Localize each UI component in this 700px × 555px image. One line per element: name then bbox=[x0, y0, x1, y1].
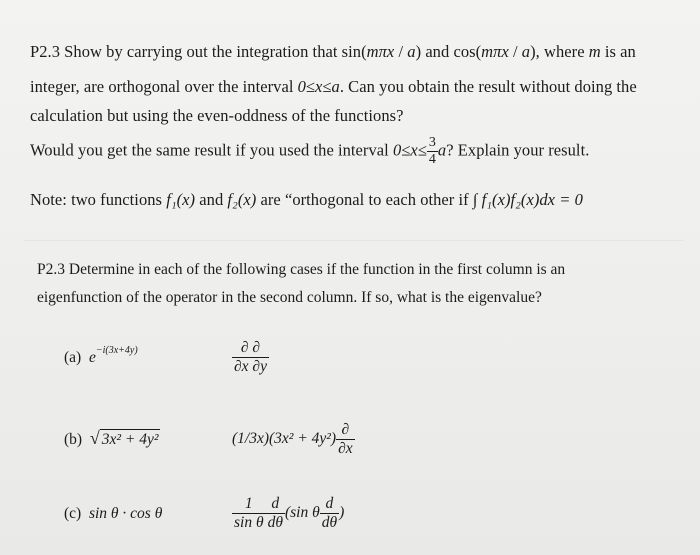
denominator: dθ bbox=[267, 513, 283, 531]
problem1-line3 bbox=[30, 106, 404, 126]
function-base: e bbox=[88, 349, 96, 367]
numerator: d bbox=[266, 496, 285, 514]
function-exponent: −i(3x+4y) bbox=[95, 345, 138, 356]
operator-fraction-3 bbox=[320, 496, 339, 530]
item-label: (c) bbox=[64, 505, 82, 522]
radicand: 3x² + 4y² bbox=[101, 431, 159, 448]
math: mπx bbox=[366, 42, 395, 61]
interval-left: 0≤x≤ bbox=[392, 140, 427, 160]
math: a bbox=[407, 42, 416, 61]
operator-end: ) bbox=[339, 504, 345, 521]
text: / bbox=[508, 42, 522, 61]
item-b-operator bbox=[232, 422, 355, 456]
fraction bbox=[427, 136, 438, 167]
function: sin θ · cos θ bbox=[88, 505, 163, 522]
denominator: sin θ bbox=[234, 513, 264, 531]
numerator: 1 bbox=[232, 496, 266, 514]
operator-fraction bbox=[336, 422, 355, 456]
text: integer, are orthogonal over the interval bbox=[30, 77, 298, 96]
item-c-function bbox=[64, 505, 162, 523]
operator-fraction-1 bbox=[232, 496, 266, 530]
item-label: (a) bbox=[64, 349, 82, 367]
operator-numerator: ∂ bbox=[336, 422, 355, 440]
denominator: dθ bbox=[321, 513, 338, 531]
text: eigenfunction of the operator in the second column. If so, what is the eigenvalue? bbox=[37, 289, 542, 306]
section-divider bbox=[24, 240, 684, 241]
operator-denominator: ∂x ∂y bbox=[234, 357, 267, 375]
problem1-line4 bbox=[30, 136, 589, 167]
problem2-line1 bbox=[37, 261, 565, 279]
text: P2.3 Show by carrying out the integration that sin( bbox=[30, 42, 367, 61]
operator-fraction-2 bbox=[266, 496, 285, 530]
operator-middle: (sin θ bbox=[284, 504, 320, 521]
text: Would you get the same result if you used the interval bbox=[30, 140, 393, 160]
square-root bbox=[90, 428, 161, 449]
operator-prefix: (1/3x)(3x² + 4y²) bbox=[232, 430, 337, 447]
text: P2.3 Determine in each of the following cases if the function in the first column is an bbox=[37, 261, 566, 278]
numerator: d bbox=[320, 496, 339, 514]
text: / bbox=[394, 42, 408, 61]
text: calculation but using the even-oddness of the functions? bbox=[30, 106, 404, 125]
fraction-numerator: 3 bbox=[428, 135, 436, 150]
text: ), where bbox=[530, 42, 589, 61]
problem1-note bbox=[30, 190, 583, 210]
item-a-operator bbox=[232, 340, 269, 374]
problem1-line2 bbox=[30, 77, 637, 97]
text: Note: two functions bbox=[30, 190, 167, 209]
operator-fraction bbox=[232, 340, 269, 374]
problem1-line1 bbox=[30, 42, 636, 62]
integral-expression: ∫ f₁(x)f₂(x)dx = 0 bbox=[472, 190, 583, 209]
operator-denominator: ∂x bbox=[338, 439, 353, 457]
item-a-function bbox=[64, 345, 138, 367]
text: is an bbox=[600, 42, 636, 61]
interval-right: a bbox=[437, 140, 447, 160]
text: are “orthogonal to each other if bbox=[256, 190, 473, 209]
math: mπx bbox=[481, 42, 509, 61]
item-b-function bbox=[64, 428, 160, 449]
math: m bbox=[588, 42, 601, 61]
item-label: (b) bbox=[64, 431, 83, 448]
fraction-denominator: 4 bbox=[428, 152, 436, 167]
item-c-operator bbox=[232, 496, 344, 530]
radical-sign: √ bbox=[89, 428, 100, 448]
math: f₂(x) bbox=[227, 190, 257, 209]
text: . Can you obtain the result without doing the bbox=[339, 77, 637, 96]
math: a bbox=[521, 42, 531, 61]
math: f₁(x) bbox=[166, 190, 196, 209]
operator-numerator: ∂ ∂ bbox=[232, 340, 269, 358]
text: and bbox=[195, 190, 228, 209]
text: ? Explain your result. bbox=[446, 140, 590, 160]
problem2-line2 bbox=[37, 289, 542, 307]
text: ) and cos( bbox=[415, 42, 482, 61]
interval: 0≤x≤a bbox=[297, 77, 340, 96]
